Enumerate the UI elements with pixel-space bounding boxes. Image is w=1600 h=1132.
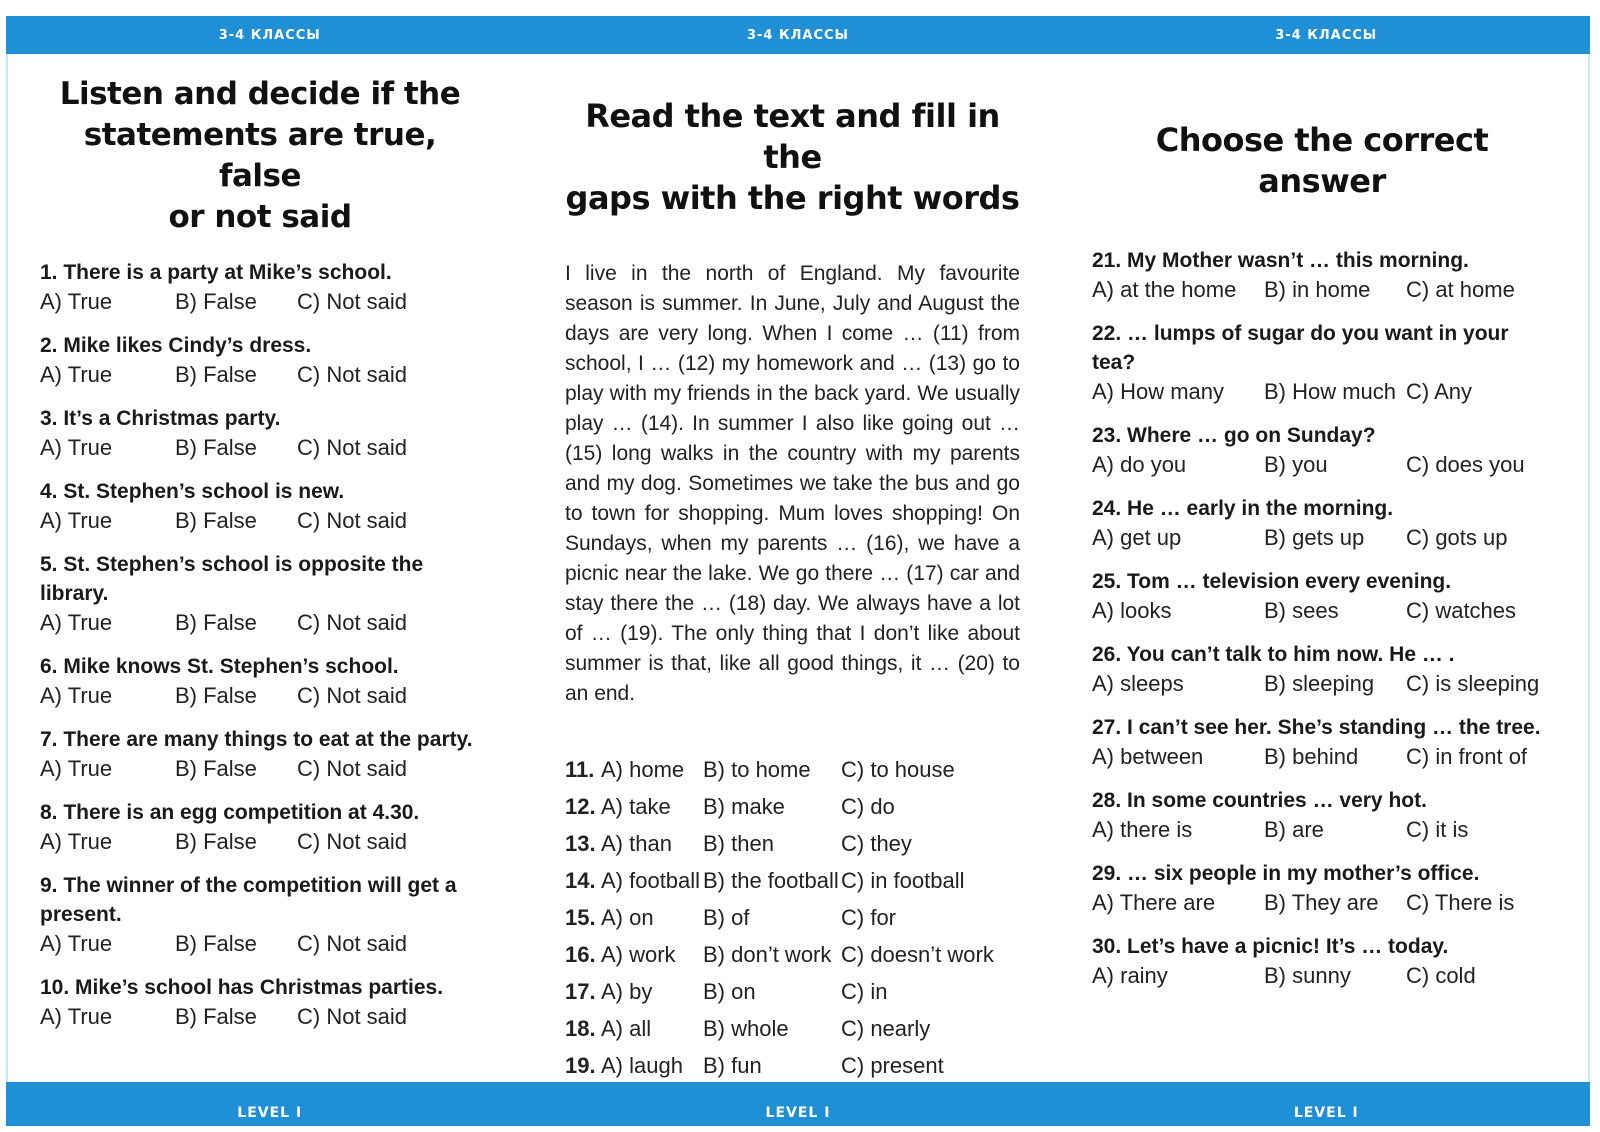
choice-number: 12.	[565, 794, 596, 819]
question-text: 10. Mike’s school has Christmas parties.	[40, 976, 444, 999]
choice-option: B) make	[703, 794, 785, 819]
choice-option: A) by	[601, 979, 653, 1004]
answer-option: A) True	[40, 931, 113, 956]
answer-option: C) Not said	[297, 362, 408, 387]
answer-option: B) False	[175, 1004, 257, 1029]
question-item	[40, 798, 480, 857]
question-item	[40, 550, 480, 638]
question-item	[1092, 246, 1552, 305]
choice-row	[565, 1010, 1020, 1047]
answer-option: C) Not said	[297, 829, 408, 854]
answer-options	[1092, 523, 1552, 553]
answer-options	[1092, 961, 1552, 991]
section-correct-answer	[1092, 64, 1552, 1005]
choice-number: 14.	[565, 868, 596, 893]
answer-option: B) behind	[1264, 744, 1359, 769]
question-text: 21. My Mother wasn’t … this morning.	[1092, 249, 1469, 272]
question-item	[1092, 786, 1552, 845]
answer-option: C) There is	[1406, 890, 1515, 915]
answer-options	[40, 360, 480, 390]
answer-options	[40, 506, 480, 536]
choice-option: C) they	[841, 831, 912, 856]
answer-options	[1092, 450, 1552, 480]
choice-row	[565, 751, 1020, 788]
question-text: 27. I can’t see her. She’s standing … the tree.	[1092, 716, 1541, 739]
question-text: 4. St. Stephen’s school is new.	[40, 480, 345, 503]
header-band	[6, 16, 1590, 54]
choice-number: 16.	[565, 942, 596, 967]
answer-options	[40, 1002, 480, 1032]
choice-option: C) present	[841, 1053, 944, 1078]
answer-options	[40, 754, 480, 784]
title-line: Read the text and fill in the	[585, 97, 1000, 176]
answer-options	[40, 608, 480, 638]
answer-option: C) Not said	[297, 289, 408, 314]
choice-option: A) home	[601, 757, 685, 782]
question-list	[1092, 246, 1552, 991]
choice-option: B) whole	[703, 1016, 789, 1041]
answer-option: B) False	[175, 508, 257, 533]
choice-option: B) then	[703, 831, 774, 856]
answer-option: A) True	[40, 508, 113, 533]
title-line: or not said	[168, 199, 352, 235]
choice-option: B) on	[703, 979, 756, 1004]
answer-option: C) is sleeping	[1406, 671, 1540, 696]
question-item	[1092, 494, 1552, 553]
title-line: Listen and decide if the	[59, 76, 461, 112]
question-item	[1092, 319, 1552, 407]
answer-option: A) True	[40, 289, 113, 314]
choice-number: 15.	[565, 905, 596, 930]
header-label: 3-4 КЛАССЫ	[218, 27, 321, 43]
question-text: 28. In some countries … very hot.	[1092, 789, 1427, 812]
answer-option: B) sunny	[1264, 963, 1351, 988]
answer-option: A) at the home	[1092, 277, 1237, 302]
question-item	[40, 477, 480, 536]
choice-option: C) do	[841, 794, 895, 819]
answer-option: A) True	[40, 610, 113, 635]
reading-passage: I live in the north of England. My favourite season is summer. In June, July and August the days are very long. When I come … (11) from school, I … (12) my homework and … (13) go to play with my friends in the back yard. We usually play … (14). In summer I also like going out … (15) long walks in the country with my parents and my dog. Sometimes we take the bus and go to town for shopping. Mum loves shopping! On Sundays, when my parents … (16), we have a picnic near the lake. We go there … (17) car and stay there the … (18) day. We always have a lot of … (19). The only thing that I don’t like about summer is that, like all good things, it … (20) to an end.	[565, 262, 1020, 705]
footer-label: LEVEL I	[1293, 1105, 1359, 1121]
answer-option: B) False	[175, 362, 257, 387]
choice-row	[565, 788, 1020, 825]
answer-option: B) gets up	[1264, 525, 1365, 550]
answer-option: B) False	[175, 829, 257, 854]
choice-option: A) football	[601, 868, 701, 893]
question-item	[40, 725, 480, 784]
header-label: 3-4 КЛАССЫ	[746, 27, 850, 43]
header-label: 3-4 КЛАССЫ	[1275, 27, 1378, 43]
answer-option: A) True	[40, 683, 113, 708]
choice-option: C) to house	[841, 757, 955, 782]
answer-options	[40, 681, 480, 711]
question-item	[1092, 421, 1552, 480]
answer-option: A) there is	[1092, 817, 1193, 842]
answer-option: C) in front of	[1406, 744, 1528, 769]
answer-option: B) False	[175, 289, 257, 314]
footer-band	[6, 1082, 1590, 1126]
answer-option: B) in home	[1264, 277, 1371, 302]
choice-option: B) the football	[703, 868, 839, 893]
question-text: 3. It’s a Christmas party.	[40, 407, 281, 430]
choice-option: B) of	[703, 905, 750, 930]
answer-option: C) Any	[1406, 379, 1473, 404]
answer-option: C) at home	[1406, 277, 1515, 302]
answer-option: C) Not said	[297, 1004, 408, 1029]
choice-option: A) take	[601, 794, 671, 819]
choice-option: B) fun	[703, 1053, 762, 1078]
answer-option: C) Not said	[297, 756, 408, 781]
question-text: 23. Where … go on Sunday?	[1092, 424, 1376, 447]
answer-option: B) False	[175, 683, 257, 708]
question-text: 7. There are many things to eat at the party.	[40, 728, 473, 751]
answer-options	[1092, 815, 1552, 845]
footer-label: LEVEL I	[237, 1105, 303, 1121]
choice-option: C) nearly	[841, 1016, 931, 1041]
answer-option: C) Not said	[297, 508, 408, 533]
question-text: 29. … six people in my mother’s office.	[1092, 862, 1480, 885]
answer-option: B) are	[1264, 817, 1324, 842]
answer-option: C) Not said	[297, 610, 408, 635]
section-title	[40, 74, 480, 238]
choice-option: A) than	[601, 831, 672, 856]
answer-option: B) False	[175, 756, 257, 781]
title-line: Choose the correct answer	[1155, 121, 1489, 200]
question-text: 8. There is an egg competition at 4.30.	[40, 801, 420, 824]
answer-options	[40, 827, 480, 857]
question-text: 5. St. Stephen’s school is opposite the library.	[40, 553, 424, 605]
question-text: 25. Tom … television every evening.	[1092, 570, 1452, 593]
answer-option: A) True	[40, 435, 113, 460]
answer-option: A) How many	[1092, 379, 1225, 404]
answer-options	[1092, 742, 1552, 772]
answer-options	[40, 287, 480, 317]
answer-option: A) looks	[1092, 598, 1172, 623]
answer-option: C) it is	[1406, 817, 1469, 842]
question-item	[40, 973, 480, 1032]
question-item	[40, 331, 480, 390]
answer-option: C) gots up	[1406, 525, 1508, 550]
answer-option: C) Not said	[297, 931, 408, 956]
question-item	[1092, 567, 1552, 626]
question-item	[40, 404, 480, 463]
answer-option: C) cold	[1406, 963, 1476, 988]
answer-option: A) True	[40, 1004, 113, 1029]
answer-option: C) Not said	[297, 435, 408, 460]
title-line: gaps with the right words	[565, 179, 1020, 217]
question-text: 6. Mike knows St. Stephen’s school.	[40, 655, 399, 678]
answer-option: A) There are	[1092, 890, 1216, 915]
choice-option: A) on	[601, 905, 654, 930]
question-text: 2. Mike likes Cindy’s dress.	[40, 334, 312, 357]
title-line: statements are true, false	[83, 117, 437, 194]
answer-options	[1092, 669, 1552, 699]
answer-option: A) True	[40, 829, 113, 854]
choice-option: B) don’t work	[703, 942, 832, 967]
answer-option: B) How much	[1264, 379, 1397, 404]
choice-option: C) in football	[841, 868, 965, 893]
answer-option: B) They are	[1264, 890, 1379, 915]
choice-row	[565, 973, 1020, 1010]
question-text: 9. The winner of the competition will get a present.	[40, 874, 457, 926]
answer-option: B) False	[175, 435, 257, 460]
choice-option: A) work	[601, 942, 676, 967]
answer-options	[1092, 888, 1552, 918]
answer-option: C) Not said	[297, 683, 408, 708]
answer-option: B) False	[175, 931, 257, 956]
choice-number: 19.	[565, 1053, 596, 1078]
footer-label: LEVEL I	[765, 1105, 831, 1121]
choice-option: A) all	[601, 1016, 652, 1041]
answer-option: A) rainy	[1092, 963, 1168, 988]
question-list	[40, 258, 480, 1032]
question-item	[40, 258, 480, 317]
section-fill-gaps	[565, 64, 1020, 1121]
choice-number: 11.	[565, 757, 595, 782]
choice-option: C) in	[841, 979, 888, 1004]
question-text: 22. … lumps of sugar do you want in your tea?	[1092, 322, 1509, 374]
answer-option: A) sleeps	[1092, 671, 1184, 696]
answer-option: A) True	[40, 756, 113, 781]
answer-options	[1092, 596, 1552, 626]
choice-option: A) laugh	[601, 1053, 683, 1078]
answer-option: A) get up	[1092, 525, 1182, 550]
question-item	[40, 871, 480, 959]
choice-row	[565, 1047, 1020, 1084]
section-title	[565, 96, 1020, 219]
choice-number: 13.	[565, 831, 596, 856]
choice-number: 17.	[565, 979, 596, 1004]
answer-options	[1092, 377, 1552, 407]
answer-option: C) does you	[1406, 452, 1525, 477]
answer-option: C) watches	[1406, 598, 1517, 623]
choice-row	[565, 825, 1020, 862]
question-text: 26. You can’t talk to him now. He … .	[1092, 643, 1455, 666]
question-item	[1092, 713, 1552, 772]
choice-row	[565, 936, 1020, 973]
answer-options	[1092, 275, 1552, 305]
answer-option: B) False	[175, 610, 257, 635]
section-title	[1092, 120, 1552, 202]
question-item	[1092, 640, 1552, 699]
answer-options	[40, 929, 480, 959]
answer-option: B) sleeping	[1264, 671, 1375, 696]
answer-option: A) True	[40, 362, 113, 387]
answer-option: A) between	[1092, 744, 1204, 769]
question-text: 24. He … early in the morning.	[1092, 497, 1394, 520]
answer-option: B) you	[1264, 452, 1328, 477]
question-text: 1. There is a party at Mike’s school.	[40, 261, 392, 284]
answer-option: B) sees	[1264, 598, 1339, 623]
choice-row	[565, 862, 1020, 899]
gap-choices	[565, 751, 1020, 1121]
section-true-false	[40, 64, 480, 1046]
question-item	[1092, 859, 1552, 918]
question-text: 30. Let’s have a picnic! It’s … today.	[1092, 935, 1449, 958]
choice-option: B) to home	[703, 757, 811, 782]
choice-row	[565, 899, 1020, 936]
answer-option: A) do you	[1092, 452, 1187, 477]
choice-number: 18.	[565, 1016, 596, 1041]
question-item	[1092, 932, 1552, 991]
choice-option: C) for	[841, 905, 896, 930]
question-item	[40, 652, 480, 711]
answer-options	[40, 433, 480, 463]
choice-option: C) doesn’t work	[841, 942, 994, 967]
